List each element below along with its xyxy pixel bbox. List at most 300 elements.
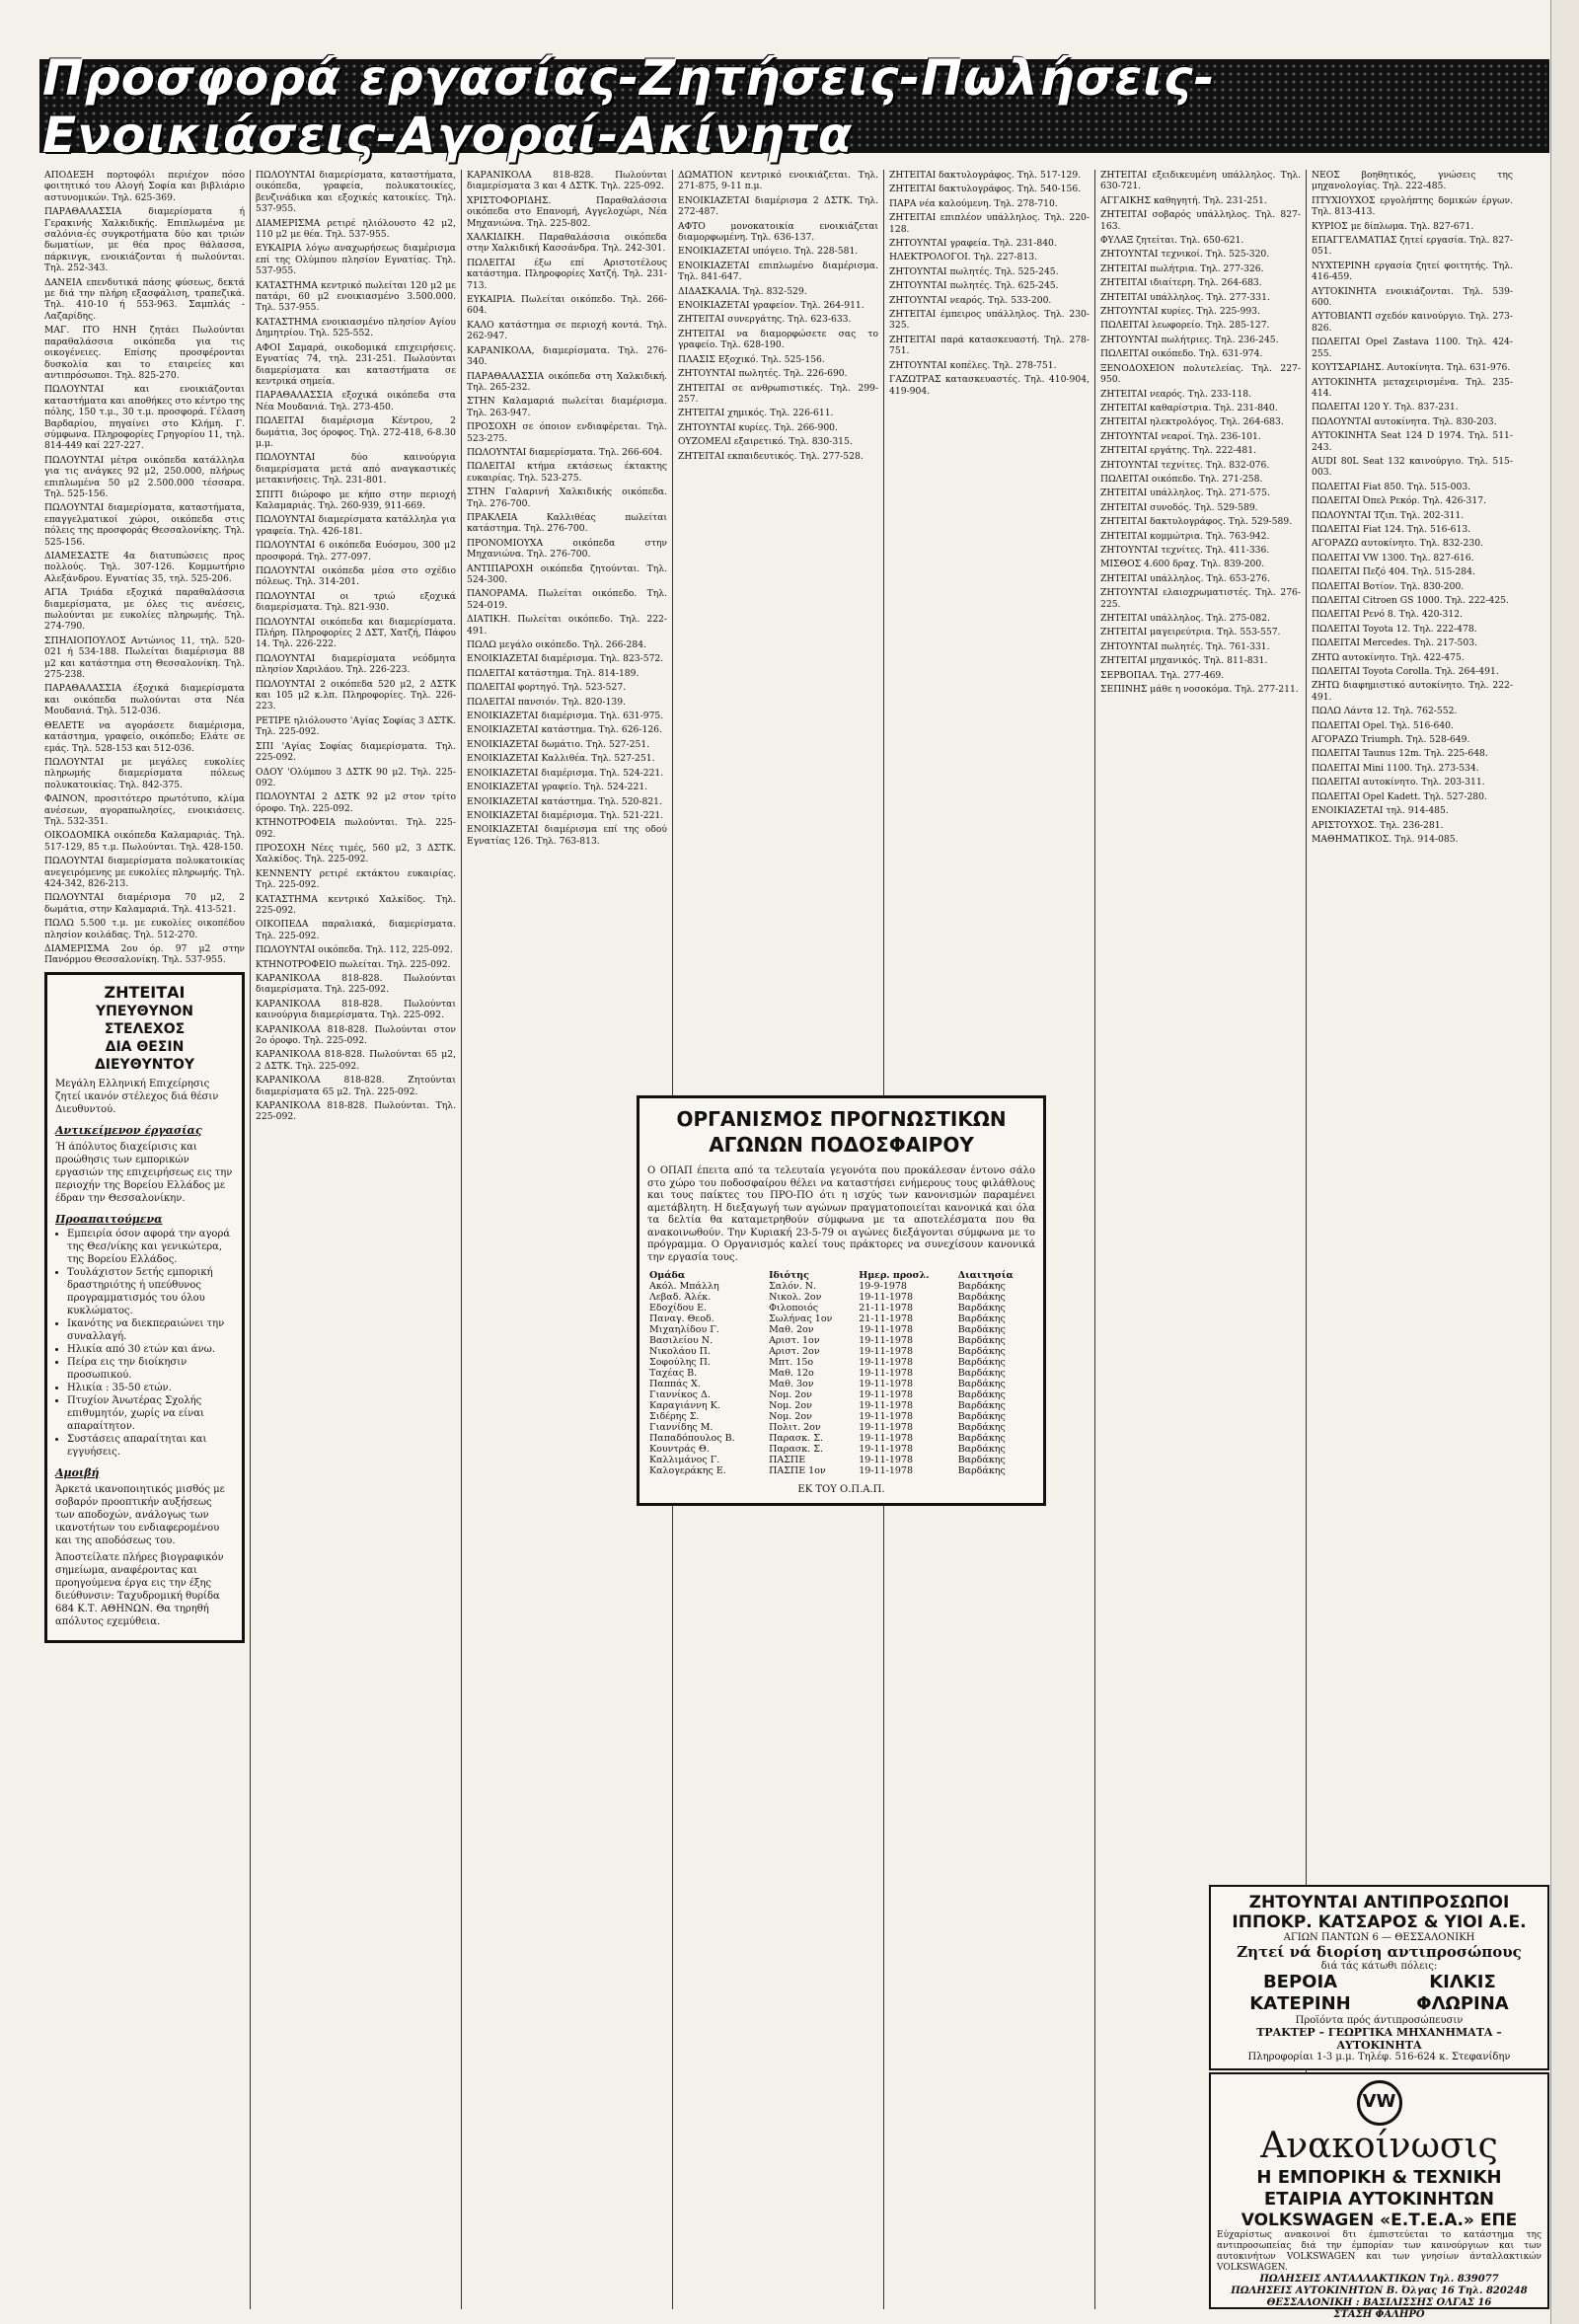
classified-ad: ΠΩΛΕΙΤΑΙ 120 Υ. Τηλ. 837-231. (1312, 402, 1459, 413)
classified-ad: ΔΙΑΤΙΚΗ. Πωλείται οικόπεδο. Τηλ. 222-491. (467, 614, 667, 637)
ad-subheading: ΥΠΕΥΘΥΝΟΝ ΣΤΕΛΕΧΟΣ (96, 1003, 193, 1037)
table-row (647, 1400, 1035, 1411)
classified-ad: ΠΩΛΕΙΤΑΙ οικόπεδο. Τηλ. 631-974. (1100, 348, 1263, 360)
classified-ad: ΔΩΜΑΤΙΟΝ κεντρικό ενοικιάζεται. Τηλ. 271-875, 9-11 π.μ. (678, 170, 878, 192)
classified-ad: ΣΠΙ 'Αγίας Σοφίας διαμερίσματα. Τηλ. 225-092. (256, 740, 456, 764)
classified-ad: ΚΟΥΤΣΑΡΙΔΗΣ. Αυτοκίνητα. Τηλ. 631-976. (1312, 362, 1511, 374)
address-line: ΘΕΣΣΑΛΟΝΙΚΗ : ΒΑΣΙΛΙΣΣΗΣ ΟΛΓΑΣ 16 (1266, 2297, 1492, 2308)
table-cell: 19-11-1978 (859, 1400, 914, 1411)
table-cell: 19-11-1978 (859, 1368, 914, 1379)
classified-ad: ΖΗΤΟΥΝΤΑΙ κυρίες. Τηλ. 225-993. (1100, 306, 1260, 318)
classified-ad: ΚΑΡΑΝΙΚΟΛΑ, διαμερίσματα. Τηλ. 276-340. (467, 344, 667, 368)
classified-ad: ΖΗΤΕΙΤΑΙ υπάλληλος. Τηλ. 271-575. (1100, 487, 1270, 499)
classified-ad: ΖΗΤΟΥΝΤΑΙ πωλητές. Τηλ. 525-245. (889, 265, 1059, 277)
requirements-list (55, 1228, 234, 1459)
classified-ad: ΠΩΛΟΥΝΤΑΙ 6 οικόπεδα Ευόσμου, 300 μ2 προσφορά. Τηλ. 277-097. (256, 540, 456, 562)
ad-line: διά τάς κάτωθι πόλεις: (1320, 1961, 1438, 1972)
table-cell: 19-11-1978 (859, 1292, 914, 1303)
table-cell: 19-11-1978 (859, 1389, 914, 1400)
classified-ad: ΖΗΤΟΥΝΤΑΙ πωλητές. Τηλ. 226-690. (678, 368, 848, 380)
table-cell: 19-11-1978 (859, 1433, 914, 1444)
section-heading: Αμοιβή (55, 1465, 100, 1479)
classified-ad: ΖΗΤΕΙΤΑΙ δακτυλογράφος. Τηλ. 529-589. (1100, 516, 1293, 528)
classified-ad: ΠΩΛΕΙΤΑΙ διαμέρισμα Κέντρου, 2 δωμάτια, 3ος όροφος. Τηλ. 272-418, 6-8.30 μ.μ. (256, 415, 456, 449)
table-row (647, 1433, 1035, 1444)
classified-ad: ΚΑΡΑΝΙΚΟΛΑ 818-828. Πωλούνται καινούργια διαμερίσματα. Τηλ. 225-092. (256, 998, 456, 1021)
classified-ad: ΠΩΛΟΥΝΤΑΙ Τζιπ. Τηλ. 202-311. (1312, 509, 1465, 521)
classified-ad: ΠΩΛΕΙΤΑΙ αυτοκίνητο. Τηλ. 203-311. (1312, 777, 1485, 788)
table-cell: Ταχέας Β. (649, 1368, 698, 1379)
classified-ad: ΠΑΡΑΘΑΛΑΣΣΙΑ έξοχικά διαμερίσματα και οικόπεδα πωλούνται στα Νέα Μουδανιά. Τηλ. 512-036. (44, 683, 245, 717)
table-cell: Καλογεράκης Ε. (649, 1465, 726, 1476)
classified-ad: ΣΕΡΒΟΠΑΛ. Τηλ. 277-469. (1100, 669, 1225, 681)
classified-ad: ΠΩΛΕΙΤΑΙ Βοτίον. Τηλ. 830-200. (1312, 580, 1465, 592)
classified-ad: ΑΓΓΑΙΚΗΣ καθηγητή. Τηλ. 231-251. (1100, 194, 1267, 206)
classified-ad: ΟΙΚΟΠΕΔΑ παραλιακά, διαμερίσματα. Τηλ. 225-092. (256, 919, 456, 941)
classified-ad: ΚΑΡΑΝΙΚΟΛΑ 818-828. Πωλούνται διαμερίσματα 3 και 4 ΔΣΤΚ. Τηλ. 225-092. (467, 170, 667, 192)
classified-ad: ΠΩΛΕΙΤΑΙ Fiat 850. Τηλ. 515-003. (1312, 481, 1471, 492)
table-cell: Σιδέρης Σ. (649, 1411, 700, 1422)
classified-ad: ΠΩΛΩ 5.500 τ.μ. με ευκολίες οικοπέδου πλησίον κοιλάδας. Τηλ. 512-270. (44, 918, 245, 940)
classified-ad: ΦΑΙΝΟΝ, προσιτότερο πρωτότυπο, κλίμα ανέσεων, αγοραπωλησίες, ενοικιάσεις. Τηλ. 532-351. (44, 793, 245, 827)
classified-ad: ΑΥΤΟΚΙΝΗΤΑ Seat 124 D 1974. Τηλ. 511-243. (1312, 430, 1513, 453)
classified-ad: ΠΩΛΟΥΝΤΑΙ 2 οικόπεδα 520 μ2, 2 ΔΣΤΚ και 105 μ2 κ.λπ. Πληροφορίες. Τηλ. 226-223. (256, 678, 456, 712)
table-cell: Βαρδάκης (957, 1292, 1006, 1303)
table-cell: 19-11-1978 (859, 1455, 914, 1465)
table-cell: 19-9-1978 (859, 1281, 907, 1292)
classified-ad: ΖΗΤΩ διαφημιστικό αυτοκίνητο. Τηλ. 222-491. (1312, 680, 1513, 703)
classified-ad: ΑΠΟΔΕΞΗ πορτοφόλι περιέχον πόσο φοιτητικό του Αλογή Σοφία και βιβλιάριο αστυνομικών. Τηλ. 625-369. (44, 170, 245, 203)
page-edge (1550, 0, 1579, 2324)
table-cell: 19-11-1978 (859, 1346, 914, 1357)
ad-footer: Άποστείλατε πλήρες βιογραφικόν σημείωμα, αναφέροντας και προηγούμενα έργα εις την έξης διεύθυνσιν: Ταχυδρομική θυρίδα 684 Κ.Τ. ΑΘΗΝΩΝ. Θα τηρηθή απόλυτος εχεμύθεια. (55, 1551, 224, 1627)
table-row (647, 1368, 1035, 1379)
classified-ad: ΚΑΤΑΣΤΗΜΑ κεντρικό Χαλκίδος. Τηλ. 225-092. (256, 893, 456, 916)
table-cell: Βαρδάκης (957, 1281, 1006, 1292)
table-row (647, 1379, 1035, 1389)
classified-ad: ΠΑΡΑΘΑΛΑΣΣΙΑ διαμερίσματα ή Γερακινής Χαλκιδικής. Επιπλωμένα με σαλόνια-ές συγκροτήματα δύο και τριών δωματίων, με θέα προς θάλασσα, πάρκινγκ, ενοικιάζονται ή πωλούνται. Τηλ. 252-343. (44, 206, 245, 274)
ad-text: Εύχαρίστως ανακοινοί δτι έμπιστεύεται το κατάστημα της αντιπροσωπείας διά την έμπορίαν των καινούργιων και των αυτοκινήτων VOLKSWAGEN και των γνησίων άνταλλακτικών VOLKSWAGEN. (1217, 2230, 1541, 2273)
table-cell: 21-11-1978 (859, 1303, 914, 1313)
table-cell: Παναγ. Θεοδ. (649, 1313, 714, 1324)
classified-ad: ΟΥΖΟΜΕΛΙ εξαιρετικό. Τηλ. 830-315. (678, 436, 853, 448)
brand-name: VOLKSWAGEN «Ε.Τ.Ε.Α.» ΕΠΕ (1241, 2211, 1518, 2230)
table-cell: Βαρδάκης (957, 1465, 1006, 1476)
classified-ad: ΠΩΛΕΙΤΑΙ έξω επί Αριστοτέλους κατάστημα. Πληροφορίες Χατζή. Τηλ. 231-713. (467, 257, 667, 291)
classified-ad: ΠΩΛΕΙΤΑΙ Opel. Τηλ. 516-640. (1312, 719, 1454, 731)
classified-ad: ΠΩΛΕΙΤΑΙ Toyota 12. Τηλ. 222-478. (1312, 623, 1477, 635)
classified-ad: ΖΗΤΕΙΤΑΙ ιδιαίτερη. Τηλ. 264-683. (1100, 277, 1262, 289)
table-cell: Βαρδάκης (957, 1324, 1006, 1335)
section-heading: Αντικείμενον έργασίας (55, 1123, 202, 1137)
classified-ad: ΚΕΝΝΕΝΤΥ ρετιρέ εκτάκτου ευκαιρίας. Τηλ. 225-092. (256, 867, 456, 891)
table-cell: Βασιλείου Ν. (649, 1335, 714, 1346)
table-cell: 21-11-1978 (859, 1313, 914, 1324)
classified-ad: ΠΩΛΟΥΝΤΑΙ διαμέρισμα 70 μ2, 2 δωμάτια, στην Καλαμαριά. Τηλ. 413-521. (44, 892, 245, 915)
notice-table (647, 1270, 1035, 1476)
classified-ad: ΠΡΟΝΟΜΙΟΥΧΑ οικόπεδα στην Μηχανιώνα. Τηλ. 276-700. (467, 537, 667, 561)
classified-ad: ΖΗΤΕΙΤΑΙ χημικός. Τηλ. 226-611. (678, 408, 834, 419)
table-header: Ημερ. προσλ. (859, 1270, 930, 1281)
table-cell: 19-11-1978 (859, 1357, 914, 1368)
products-line: ΤΡΑΚΤΕΡ – ΓΕΩΡΓΙΚΑ ΜΗΧΑΝΗΜΑΤΑ – ΑΥΤΟΚΙΝΗΤΑ (1256, 2026, 1502, 2052)
classified-ad: ΖΗΤΕΙΤΑΙ μηχανικός. Τηλ. 811-831. (1100, 655, 1268, 667)
classified-ad: ΠΩΛΟΥΝΤΑΙ διαμερίσματα νεόδμητα πλησίον Χαριλάου. Τηλ. 226-223. (256, 652, 456, 676)
table-row (647, 1292, 1035, 1303)
classified-ad: ΠΩΛΕΙΤΑΙ κατάστημα. Τηλ. 814-189. (467, 667, 639, 679)
requirement-item: • Ηλικία : 35-50 ετών. (67, 1382, 234, 1394)
classified-ad: ΟΙΚΟΔΟΜΙΚΑ οικόπεδα Καλαμαριάς. Τηλ. 517-129, 85 τ.μ. Πωλούνται. Τηλ. 428-150. (44, 830, 245, 853)
classified-ad: ΖΗΤΕΙΤΑΙ υπάλληλος. Τηλ. 275-082. (1100, 613, 1270, 624)
table-header: Ομάδα (649, 1270, 686, 1281)
classified-ad: ΖΗΤΕΙΤΑΙ δακτυλογράφος. Τηλ. 517-129. (889, 170, 1082, 181)
classified-ad: ΕΝΟΙΚΙΑΖΕΤΑΙ κατάστημα. Τηλ. 626-126. (467, 724, 662, 736)
classified-ad: ΠΡΟΣΟΧΗ Νέες τιμές, 560 μ2, 3 ΔΣΤΚ. Χαλκίδος. Τηλ. 225-092. (256, 842, 456, 865)
classified-ad: ΖΗΤΕΙΤΑΙ κομμώτρια. Τηλ. 763-942. (1100, 530, 1270, 542)
classified-ad: ΔΙΑΜΕΡΙΣΜΑ ρετιρέ ηλιόλουστο 42 μ2, 110 μ2 με θέα. Τηλ. 537-955. (256, 217, 456, 241)
classified-ad: ΕΝΟΙΚΙΑΖΕΤΑΙ δωμάτιο. Τηλ. 527-251. (467, 738, 650, 750)
classified-ad: ΠΩΛΟΥΝΤΑΙ με μεγάλες ευκολίες πληρωμής διαμερίσματα πόλεως πολυκατοικίας. Τηλ. 842-375. (44, 756, 245, 790)
classified-ad: ΠΩΛΟΥΝΤΑΙ οικόπεδα και διαμερίσματα. Πλήρη. Πληροφορίες 2 ΔΣΤ, Χατζή, Πάφου 14. Τηλ. 226-222. (256, 616, 456, 650)
notice-title: ΟΡΓΑΝΙΣΜΟΣ ΠΡΟΓΝΩΣΤΙΚΩΝ (676, 1107, 1007, 1131)
classified-ad: ΖΗΤΕΙΤΑΙ δακτυλογράφος. Τηλ. 540-156. (889, 184, 1082, 195)
vw-logo-icon: VW (1357, 2080, 1402, 2126)
table-cell: 19-11-1978 (859, 1379, 914, 1389)
classified-ad: ΑΥΤΟΚΙΝΗΤΑ ενοικιάζονται. Τηλ. 539-600. (1312, 285, 1513, 309)
classified-ad: ΧΡΙΣΤΟΦΟΡΙΔΗΣ. Παραθαλάσσια οικόπεδα στο Επανομή, Αγγελοχώρι, Νέα Μηχανιώνα. Τηλ. 225-802. (467, 194, 667, 229)
table-row (647, 1357, 1035, 1368)
classified-ad: ΖΗΤΕΙΤΑΙ εκπαιδευτικός. Τηλ. 277-528. (678, 450, 864, 462)
classified-ad: ΖΗΤΕΙΤΑΙ σοβαρός υπάλληλος. Τηλ. 827-163. (1100, 209, 1301, 232)
classified-ad: ΠΡΟΣΟΧΗ σε όποιον ενδιαφέρεται. Τηλ. 523-275. (467, 421, 667, 444)
classified-ad: ΖΗΤΟΥΝΤΑΙ τεχνίτες. Τηλ. 411-336. (1100, 544, 1270, 556)
classified-ad: ΠΩΛΕΙΤΑΙ Πεζό 404. Τηλ. 515-284. (1312, 566, 1475, 578)
city-list (1217, 1972, 1541, 2015)
requirement-item: • Ικανότης να διεκπεραιώνει την συναλλαγή. (67, 1317, 234, 1343)
ad-heading: ΖΗΤΕΙΤΑΙ (104, 982, 186, 1002)
address-line: ΣΤΑΣΗ ΦΑΛΗΡΟ (1333, 2309, 1425, 2320)
table-row (647, 1444, 1035, 1455)
table-cell: ΠΑΣΠΕ (769, 1455, 806, 1465)
classified-ad: ΟΔΟΥ 'Ολύμπου 3 ΔΣΤΚ 90 μ2. Τηλ. 225-092. (256, 766, 456, 788)
classified-ad: ΕΝΟΙΚΙΑΖΕΤΑΙ γραφείο. Τηλ. 524-221. (467, 782, 648, 793)
ad-subheading: ΕΤΑΙΡΙΑ ΑΥΤΟΚΙΝΗΤΩΝ (1263, 2189, 1495, 2210)
classified-ad: ΠΩΛΕΙΤΑΙ Mini 1100. Τηλ. 273-534. (1312, 762, 1479, 774)
table-cell: Βαρδάκης (957, 1444, 1006, 1455)
classified-ad: ΖΗΤΕΙΤΑΙ εργάτης. Τηλ. 222-481. (1100, 445, 1256, 457)
classified-ad: ΖΗΤΕΙΤΑΙ πωλήτρια. Τηλ. 277-326. (1100, 262, 1264, 274)
classified-ad: ΖΗΤΟΥΝΤΑΙ πωλήτριες. Τηλ. 236-245. (1100, 334, 1279, 345)
classified-ad: ΣΠΗΛΙΟΠΟΥΛΟΣ Αντώνιος 11, τηλ. 520-021 ή 534-188. Πωλείται διαμέρισμα 88 μ2 και κατάστημα στη Θεσσαλονίκη. Τηλ. 275-238. (44, 635, 245, 681)
classified-ad: ΠΩΛΕΙΤΑΙ Taunus 12m. Τηλ. 225-648. (1312, 748, 1488, 760)
classified-ad: ΦΥΛΑΞ ζητείται. Τηλ. 650-621. (1100, 235, 1244, 247)
company-name: ΙΠΠΟΚΡ. ΚΑΤΣΑΡΟΣ & ΥΙΟΙ Α.Ε. (1232, 1912, 1527, 1932)
table-cell: Λεβαδ. Άλέκ. (649, 1292, 712, 1303)
table-cell: Παπαδόπουλος Β. (649, 1433, 735, 1444)
table-cell: 19-11-1978 (859, 1324, 914, 1335)
table-cell: 19-11-1978 (859, 1465, 914, 1476)
classified-ad: ΖΗΤΟΥΝΤΑΙ πωλητές. Τηλ. 625-245. (889, 280, 1059, 292)
table-cell: Αριστ. 2ον (769, 1346, 820, 1357)
classified-ad: ΕΝΟΙΚΙΑΖΕΤΑΙ διαμέρισμα. Τηλ. 521-221. (467, 809, 664, 821)
classified-ad: ΠΩΛΟΥΝΤΑΙ οι τριώ εξοχικά διαμερίσματα. Τηλ. 821-930. (256, 590, 456, 614)
classified-ad: ΠΩΛΟΥΝΤΑΙ οικόπεδα μέσα στο σχέδιο πόλεως. Τηλ. 314-201. (256, 565, 456, 588)
classified-ad: ΖΗΤΟΥΝΤΑΙ νεαροί. Τηλ. 236-101. (1100, 430, 1261, 442)
classified-ad: ΠΩΛΕΙΤΑΙ λεωφορείο. Τηλ. 285-127. (1100, 320, 1270, 332)
classified-ad: ΕΝΟΙΚΙΑΖΕΤΑΙ διαμέρισμα 2 ΔΣΤΚ. Τηλ. 272-487. (678, 194, 878, 218)
table-cell: Νομ. 2ον (769, 1389, 812, 1400)
classified-ad: ΚΑΛΟ κατάστημα σε περιοχή κοντά. Τηλ. 262-947. (467, 319, 667, 342)
classified-ad: ΑΦΟΙ Σαμαρά, οικοδομικά επιχειρήσεις. Εγνατίας 74, τηλ. 231-251. Πωλούνται διαμερίσματα και καταστήματα σε κεντρικά σημεία. (256, 341, 456, 387)
table-cell: Παρασκ. Σ. (769, 1444, 823, 1455)
classified-ad: ΠΩΛΕΙΤΑΙ Opel Kadett. Τηλ. 527-280. (1312, 790, 1487, 802)
classified-ad: ΠΑΡΑ νέα καλούμενη. Τηλ. 278-710. (889, 197, 1058, 209)
classified-ad: ΠΩΛΟΥΝΤΑΙ μέτρα οικόπεδα κατάλληλα για τις ανάγκες 92 μ2, 250.000, πλήρως επιπλωμένα 50 μ2 2.500.000 τέσσαρα. Τηλ. 525-156. (44, 454, 245, 499)
classified-ad: ΕΝΟΙΚΙΑΖΕΤΑΙ διαμέρισμα. Τηλ. 823-572. (467, 653, 664, 665)
classified-ad: ΑΦΤΟ μονοκατοικία ενοικιάζεται διαμορφωμένη. Τηλ. 636-137. (678, 220, 878, 244)
classified-ad: ΖΗΤΕΙΤΑΙ καθαρίστρια. Τηλ. 231-840. (1100, 402, 1278, 413)
ad-line: Προϊόντα πρός άντιπροσώπευσιν (1295, 2015, 1464, 2026)
requirement-item: • Συστάσεις απαραίτηται και εγγυήσεις. (67, 1433, 234, 1459)
classified-ad: ΔΙΑΜΕΣΑΣΤΕ 4α διατυπώσεις προς πολλούς. Τηλ. 307-126. Κομμωτήριο Αλεξάνδρου. Εγνατίας 35, τηλ. 525-206. (44, 551, 245, 584)
classified-ad: ΠΩΛΟΥΝΤΑΙ διαμερίσματα, καταστήματα, επαγγελματικοί χώροι, οικόπεδα στις πόλεις της προσφοράς Θεσσαλονίκης. Τηλ. 525-156. (44, 502, 245, 548)
ad-heading: Ανακοίνωσις (1260, 2126, 1498, 2166)
table-cell: Βαρδάκης (957, 1422, 1006, 1433)
column-2 (251, 170, 462, 2309)
table-cell: Βαρδάκης (957, 1400, 1006, 1411)
classified-ad: ΠΩΛΕΙΤΑΙ VW 1300. Τηλ. 827-616. (1312, 552, 1474, 563)
classified-ad: ΕΠΑΓΓΕΛΜΑΤΙΑΣ ζητεί εργασία. Τηλ. 827-051. (1312, 235, 1513, 258)
table-cell: ΠΑΣΠΕ 1ον (769, 1465, 826, 1476)
classified-ad: ΖΗΤΟΥΝΤΑΙ γραφεία. Τηλ. 231-840. (889, 238, 1057, 250)
classified-ad: ΠΩΛΟΥΝΤΑΙ διαμερίσματα, καταστήματα, οικόπεδα, γραφεία, πολυκατοικίες, βενζινάδικα και εξοχικές κατοικίες. Τηλ. 537-955. (256, 170, 456, 215)
table-cell: Βαρδάκης (957, 1313, 1006, 1324)
table-row (647, 1281, 1035, 1292)
classified-ad: ΕΝΟΙΚΙΑΖΕΤΑΙ τηλ. 914-485. (1312, 805, 1449, 817)
classified-ad: ΘΕΛΕΤΕ να αγοράσετε διαμέρισμα, κατάστημα, γραφείο, οικόπεδο; Ελάτε σε εμάς. Τηλ. 528-153 και 512-036. (44, 719, 245, 754)
classified-ad: ΣΤΗΝ Γαλαρινή Χαλκιδικής οικόπεδα. Τηλ. 276-700. (467, 487, 667, 509)
classified-ad: ΖΗΤΟΥΝΤΑΙ νεαρός. Τηλ. 533-200. (889, 294, 1052, 306)
section-text: Ή άπόλυτος διαχείρισις και προώθησις των εμπορικών εργασιών της επιχειρήσεως εις την περιοχήν της Βορείου Ελλάδος με έδραν την Θεσσαλονίκην. (55, 1141, 233, 1204)
table-cell: Γιαννίδης Μ. (649, 1422, 714, 1433)
city: ΒΕΡΟΙΑ (1262, 1972, 1338, 1992)
table-row (647, 1324, 1035, 1335)
table-row (647, 1422, 1035, 1433)
table-row (647, 1465, 1035, 1476)
classified-ad: ΚΑΡΑΝΙΚΟΛΑ 818-828. Πωλούνται 65 μ2, 2 ΔΣΤΚ. Τηλ. 225-092. (256, 1049, 456, 1072)
address-line: ΠΩΛΗΣΕΙΣ ΑΥΤΟΚΙΝΗΤΩΝ Β. Όλγας 16 Τηλ. 820248 (1231, 2286, 1528, 2296)
opap-notice (637, 1095, 1046, 1506)
classified-ad: ΠΩΛΕΙΤΑΙ πανσιόν. Τηλ. 820-139. (467, 696, 626, 708)
classified-ad: ΖΗΤΟΥΝΤΑΙ ελαιοχρωματιστές. Τηλ. 276-225. (1100, 587, 1301, 610)
classified-ad: ΖΗΤΕΙΤΑΙ υπάλληλος. Τηλ. 277-331. (1100, 291, 1270, 303)
banner-title: Προσφορά εργασίας-Ζητήσεις-Πωλήσεις-Ενοικιάσεις-Αγοραί-Ακίνητα (42, 48, 1216, 164)
table-cell: Βαρδάκης (957, 1455, 1006, 1465)
classified-ad: ΕΝΟΙΚΙΑΖΕΤΑΙ επιπλωμένο διαμέρισμα. Τηλ. 841-647. (678, 260, 878, 283)
classified-ad: ΠΩΛΕΙΤΑΙ Όπελ Ρεκόρ. Τηλ. 426-317. (1312, 495, 1486, 507)
classified-ad: ΕΥΚΑΙΡΙΑ. Πωλείται οικόπεδο. Τηλ. 266-604. (467, 294, 667, 317)
requirement-item: • Τουλάχιστον 5ετής εμπορική δραστηριότης ή υπεύθυνος προγραμματισμός του όλου κυκλώματος. (67, 1266, 234, 1317)
table-cell: Ακόλ. Μπάλλη (649, 1281, 719, 1292)
table-cell: Νομ. 2ον (769, 1400, 812, 1411)
classified-ad: ΠΡΑΚΛΕΙΑ Καλλιθέας πωλείται κατάστημα. Τηλ. 276-700. (467, 511, 667, 535)
classified-ad: ΡΕΤΙΡΕ ηλιόλουστο 'Αγίας Σοφίας 3 ΔΣΤΚ. Τηλ. 225-092. (256, 714, 456, 738)
table-cell: 19-11-1978 (859, 1335, 914, 1346)
table-cell: Μαθ. 12ο (769, 1368, 814, 1379)
classified-ad: ΖΗΤΕΙΤΑΙ υπάλληλος. Τηλ. 653-276. (1100, 572, 1270, 584)
notice-footer: ΕΚ ΤΟΥ Ο.Π.Α.Π. (797, 1484, 885, 1495)
classified-ad: ΜΑΓ. ΙΤΟ ΗΝΗ ζητάει Πωλούνται παραθαλάσσια οικόπεδα για τις οικογένειες. Επίσης προσφέρονται δυσκολία και το εταιρείες και αντιπρόσωποι. Τηλ. 825-270. (44, 325, 245, 381)
table-cell: Βαρδάκης (957, 1411, 1006, 1422)
classified-ad: ΠΩΛΟΥΝΤΑΙ διαμερίσματα. Τηλ. 266-604. (467, 446, 663, 458)
classified-ad: ΠΩΛΕΙΤΑΙ Toyota Corolla. Τηλ. 264-491. (1312, 666, 1499, 678)
classified-ad: ΖΗΤΕΙΤΑΙ συνοδός. Τηλ. 529-589. (1100, 501, 1258, 513)
classified-ad: ΠΩΛΕΙΤΑΙ Mercedes. Τηλ. 217-503. (1312, 637, 1477, 649)
city: ΦΛΩΡΙΝΑ (1416, 1993, 1509, 2014)
classified-ad: ΑΝΤΙΠΑΡΟΧΗ οικόπεδα ζητούνται. Τηλ. 524-300. (467, 562, 667, 585)
table-header: Διαιτησία (957, 1270, 1014, 1281)
classified-ad: ΣΠΙΤΙ διώροφο με κήπο στην περιοχή Καλαμαριάς. Τηλ. 260-939, 911-669. (256, 488, 456, 511)
classified-ad: ΖΗΤΕΙΤΑΙ παρά κατασκευαστή. Τηλ. 278-751. (889, 334, 1090, 357)
requirement-item: • Πείρα εις την διοίκησιν προσωπικού. (67, 1356, 234, 1382)
classified-ad: ΑΡΙΣΤΟΥΧΟΣ. Τηλ. 236-281. (1312, 819, 1444, 831)
requirement-item: • Εμπειρία όσον αφορά την αγορά της Θεσ/νίκης και γενικώτερα, της Βορείου Ελλάδος. (67, 1228, 234, 1266)
table-cell: Μαθ. 2ον (769, 1324, 814, 1335)
column-1 (39, 170, 251, 2309)
classified-ad: ΖΗΤΩ αυτοκίνητο. Τηλ. 422-475. (1312, 651, 1465, 663)
classified-ad: ΖΗΤΟΥΝΤΑΙ πωλητές. Τηλ. 761-331. (1100, 640, 1270, 652)
table-cell: Μπτ. 15ο (769, 1357, 814, 1368)
classified-ad: ΣΕΠΙΝΗΣ μάθε η νοσοκόμα. Τηλ. 277-211. (1100, 684, 1299, 696)
requirement-item: • Ηλικία από 30 ετών και άνω. (67, 1343, 234, 1356)
city: ΚΑΤΕΡΙΝΗ (1249, 1993, 1351, 2014)
classified-ad: ΠΑΝΟΡΑΜΑ. Πωλείται οικόπεδο. Τηλ. 524-019. (467, 588, 667, 611)
classified-ad: ΜΙΣΘΟΣ 4.600 δραχ. Τηλ. 839-200. (1100, 559, 1265, 570)
table-cell: Σαλόν. Ν. (769, 1281, 817, 1292)
contact-line: Πληροφορίαι 1-3 μ.μ. Τηλέφ. 516-624 κ. Στεφανίδην (1247, 2052, 1511, 2062)
classified-ad: ΠΩΛΟΥΝΤΑΙ 2 ΔΣΤΚ 92 μ2 στον τρίτο όροφο. Τηλ. 225-092. (256, 791, 456, 814)
classified-ad: AUDI 80L Seat 132 καινούργιο. Τηλ. 515-003. (1312, 455, 1513, 479)
classified-ad: ΠΩΛΟΥΝΤΑΙ διαμερίσματα κατάλληλα για γραφεία. Τηλ. 426-181. (256, 514, 456, 537)
table-cell: Εδοχίδου Ε. (649, 1303, 708, 1313)
table-cell: Νικολάου Π. (649, 1346, 711, 1357)
classified-ad: ΑΓΙΑ Τριάδα εξοχικά παραθαλάσσια διαμερίσματα, με όλες τις ανέσεις, πωλούνται με ευκολίες πληρωμής. Τηλ. 274-790. (44, 587, 245, 633)
classified-ad: ΕΝΟΙΚΙΑΖΕΤΑΙ υπόγειο. Τηλ. 228-581. (678, 246, 859, 258)
table-row (647, 1389, 1035, 1400)
ad-subheading: ΔΙΑ ΘΕΣΙΝ ΔΙΕΥΘΥΝΤΟΥ (94, 1038, 195, 1073)
classified-ad: ΖΗΤΕΙΤΑΙ εξειδικευμένη υπάλληλος. Τηλ. 630-721. (1100, 170, 1301, 192)
table-cell: Βαρδάκης (957, 1368, 1006, 1379)
classified-ad: ΑΓΟΡΑΖΩ αυτοκίνητο. Τηλ. 832-230. (1312, 538, 1483, 550)
ad-intro: Μεγάλη Ελληνική Επιχείρησις ζητεί ικανόν στέλεχος διά θέσιν Διευθυντού. (55, 1078, 219, 1115)
table-cell: Φιλοποιός (769, 1303, 819, 1313)
classified-ad: ΖΗΤΟΥΝΤΑΙ κυρίες. Τηλ. 266-900. (678, 421, 838, 433)
classified-ad: ΚΑΡΑΝΙΚΟΛΑ 818-828. Πωλούνται διαμερίσματα. Τηλ. 225-092. (256, 973, 456, 996)
classified-ad: ΠΛΑΣΙΣ Εξοχικό. Τηλ. 525-156. (678, 353, 825, 365)
classified-ad: ΔΙΑΜΕΡΙΣΜΑ 2ου όρ. 97 μ2 στην Πανόρμου Θεσσαλονίκη. Τηλ. 537-955. (44, 943, 245, 966)
newspaper-page (39, 48, 1549, 2320)
section-heading: Προαπαιτούμενα (55, 1212, 163, 1226)
classified-ad: ΚΤΗΝΟΤΡΟΦΕΙΑ πωλούνται. Τηλ. 225-092. (256, 817, 456, 840)
classified-ad: ΚΤΗΝΟΤΡΟΦΕΙΟ πωλείται. Τηλ. 225-092. (256, 958, 451, 970)
classified-ad: ΖΗΤΕΙΤΑΙ συνεργάτης. Τηλ. 623-633. (678, 314, 852, 326)
address-line: ΠΩΛΗΣΕΙΣ ΑΝΤΑΛΛΑΚΤΙΚΩΝ Τηλ. 839077 (1259, 2274, 1499, 2285)
classified-ad: ΠΩΛΕΙΤΑΙ Fiat 124. Τηλ. 516-613. (1312, 523, 1471, 535)
table-row (647, 1313, 1035, 1324)
classified-ad: ΠΩΛΟΥΝΤΑΙ και ενοικιάζονται καταστήματα και αποθήκες στο κέντρο της πόλης, 150 τ.μ., 30 τ.μ. προσφορά. Γέλαση Βαρδαρίου, πηγαίνει στο Κλήμη. Γ. σύμφωνα. Πληροφορίες Γρηγορίου 11, τηλ. 814-449 καί 227-227. (44, 384, 245, 452)
table-cell: Καραγιάννη Κ. (649, 1400, 720, 1411)
classified-ad: ΞΕΝΟΔΟΧΕΙΟΝ πολυτελείας. Τηλ. 227-950. (1100, 362, 1301, 386)
ad-line: Ζητεί νά διορίση αντιπροσώπους (1237, 1943, 1522, 1961)
classified-ad: ΠΩΛΩ Λάντα 12. Τηλ. 762-552. (1312, 706, 1458, 717)
classified-ad: ΝΥΧΤΕΡΙΝΗ εργασία ζητεί φοιτητής. Τηλ. 416-459. (1312, 260, 1513, 283)
classified-ad: ΕΝΟΙΚΙΑΖΕΤΑΙ διαμέρισμα. Τηλ. 524-221. (467, 767, 664, 779)
classified-ad: ΖΗΤΕΙΤΑΙ να διαμορφώσετε σας το γραφείο. Τηλ. 628-190. (678, 328, 878, 351)
table-row (647, 1455, 1035, 1465)
classified-ad: ΠΑΡΑΘΑΛΑΣΣΙΑ εξοχικά οικόπεδα στα Νέα Μουδανιά. Τηλ. 273-450. (256, 390, 456, 412)
table-cell: 19-11-1978 (859, 1411, 914, 1422)
classified-ad: ΖΗΤΕΙΤΑΙ μαγειρεύτρια. Τηλ. 553-557. (1100, 627, 1281, 638)
table-cell: Σοφούλης Π. (649, 1357, 711, 1368)
classified-ad: ΠΩΛΩ μεγάλο οικόπεδο. Τηλ. 266-284. (467, 639, 647, 651)
classified-ad: ΖΗΤΕΙΤΑΙ νεαρός. Τηλ. 233-118. (1100, 388, 1252, 400)
classified-ad: ΕΥΚΑΙΡΙΑ λόγω αναχωρήσεως διαμέρισμα επί της Ολύμπου πλησίον Εγνατίας. Τηλ. 537-955. (256, 243, 456, 277)
table-cell: Κουντράς Θ. (649, 1444, 710, 1455)
ad-subheading: Η ΕΜΠΟΡΙΚΗ & ΤΕΧΝΙΚΗ (1256, 2167, 1502, 2188)
classified-ad: ΕΝΟΙΚΙΑΖΕΤΑΙ διαμέρισμα. Τηλ. 631-975. (467, 711, 664, 722)
table-cell: Παππάς Χ. (649, 1379, 701, 1389)
table-cell: Βαρδάκης (957, 1303, 1006, 1313)
table-cell: Μαθ. 3ον (769, 1379, 814, 1389)
table-cell: Βαρδάκης (957, 1335, 1006, 1346)
classified-ad: ΔΙΔΑΣΚΑΛΙΑ. Τηλ. 832-529. (678, 285, 807, 297)
classified-ad: ΚΥΡΙΟΣ με δίπλωμα. Τηλ. 827-671. (1312, 220, 1474, 232)
classified-ad: ΠΑΡΑΘΑΛΑΣΣΙΑ οικόπεδα στη Χαλκιδική. Τηλ. 265-232. (467, 370, 667, 393)
executive-wanted-ad (44, 972, 245, 1643)
classified-ad: ΣΤΗΝ Καλαμαριά πωλείται διαμέρισμα. Τηλ. 263-947. (467, 396, 667, 418)
table-cell: Νομ. 2ον (769, 1411, 812, 1422)
table-cell: Νικολ. 2ον (769, 1292, 822, 1303)
classified-ad: ΖΗΤΟΥΝΤΑΙ τεχνικοί. Τηλ. 525-320. (1100, 249, 1270, 261)
classified-ad: ΖΗΤΕΙΤΑΙ έμπειρος υπάλληλος. Τηλ. 230-325. (889, 309, 1090, 332)
classified-ad: ΚΑΤΑΣΤΗΜΑ κεντρικό πωλείται 120 μ2 με πατάρι, 60 μ2 ενοικιασμένο 3.500.000. Τηλ. 537-955. (256, 279, 456, 314)
classified-ad: ΠΩΛΕΙΤΑΙ Citroen GS 1000. Τηλ. 222-425. (1312, 595, 1509, 606)
notice-body: Ο ΟΠΑΠ έπειτα από τα τελευταία γεγονότα που προκάλεσαν έντονο σάλο στο χώρο του ποδοσφαίρου θέλει να καταστήσει ενήμερους τους φιλάθλους και τους παίκτες του ΠΡΟ-ΠΟ ότι η ισχύς των κανονισμών παραμένει αμετάβλητη. Η διεξαγωγή των αγώνων πραγματοποιείται κανονικά και όλα τα δελτία θα καταμετρηθούν σύμφωνα με τα αποτελέσματα που θα ανακοινωθούν. Την Κυριακή 23-5-79 οι αγώνες διεξάγονται σύμφωνα με το πρόγραμμα. Ο Οργανισμός καλεί τους πράκτορες να συνεχίσουν κανονικά την εργασία τους. (647, 1165, 1035, 1263)
table-header: Ιδιότης (769, 1270, 809, 1281)
notice-title: ΑΓΩΝΩΝ ΠΟΔΟΣΦΑΙΡΟΥ (709, 1133, 974, 1157)
classified-ad: ΖΗΤΟΥΝΤΑΙ τεχνίτες. Τηλ. 832-076. (1100, 459, 1270, 471)
classified-ad: ΗΛΕΚΤΡΟΛΟΓΟΙ. Τηλ. 227-813. (889, 252, 1037, 263)
classifieds-banner (39, 48, 1549, 164)
table-row (647, 1303, 1035, 1313)
table-cell: Βαρδάκης (957, 1357, 1006, 1368)
volkswagen-ad (1209, 2072, 1549, 2320)
classified-ad: ΑΓΟΡΑΖΩ Triumph. Τηλ. 528-649. (1312, 734, 1470, 746)
classified-ad: ΕΝΟΙΚΙΑΖΕΤΑΙ κατάστημα. Τηλ. 520-821. (467, 795, 662, 807)
table-cell: 19-11-1978 (859, 1422, 914, 1433)
classified-ad: ΔΑΝΕΙΑ επενδυτικά πάσης φύσεως, δεκτά με διά την πλήρη εξασφάλιση, τραπεζικά. Τηλ. 410-10 ή 553-963. Σαμπλάς - Λαζαρίδης. (44, 276, 245, 322)
table-row (647, 1335, 1035, 1346)
classified-ad: ΠΩΛΕΙΤΑΙ οικόπεδο. Τηλ. 271-258. (1100, 473, 1263, 485)
table-cell: Σωλήνας 1ον (769, 1313, 833, 1324)
classified-ad: ΚΑΡΑΝΙΚΟΛΑ 818-828. Ζητούνται διαμερίσματα 65 μ2. Τηλ. 225-092. (256, 1075, 456, 1097)
classified-ad: ΖΗΤΕΙΤΑΙ ηλεκτρολόγος. Τηλ. 264-683. (1100, 416, 1284, 428)
table-cell: Βαρδάκης (957, 1346, 1006, 1357)
katsaros-ad (1209, 1885, 1549, 2070)
table-row (647, 1411, 1035, 1422)
table-cell: Βαρδάκης (957, 1433, 1006, 1444)
classified-ad: ΚΑΡΑΝΙΚΟΛΑ 818-828. Πωλούνται. Τηλ. 225-092. (256, 1100, 456, 1123)
